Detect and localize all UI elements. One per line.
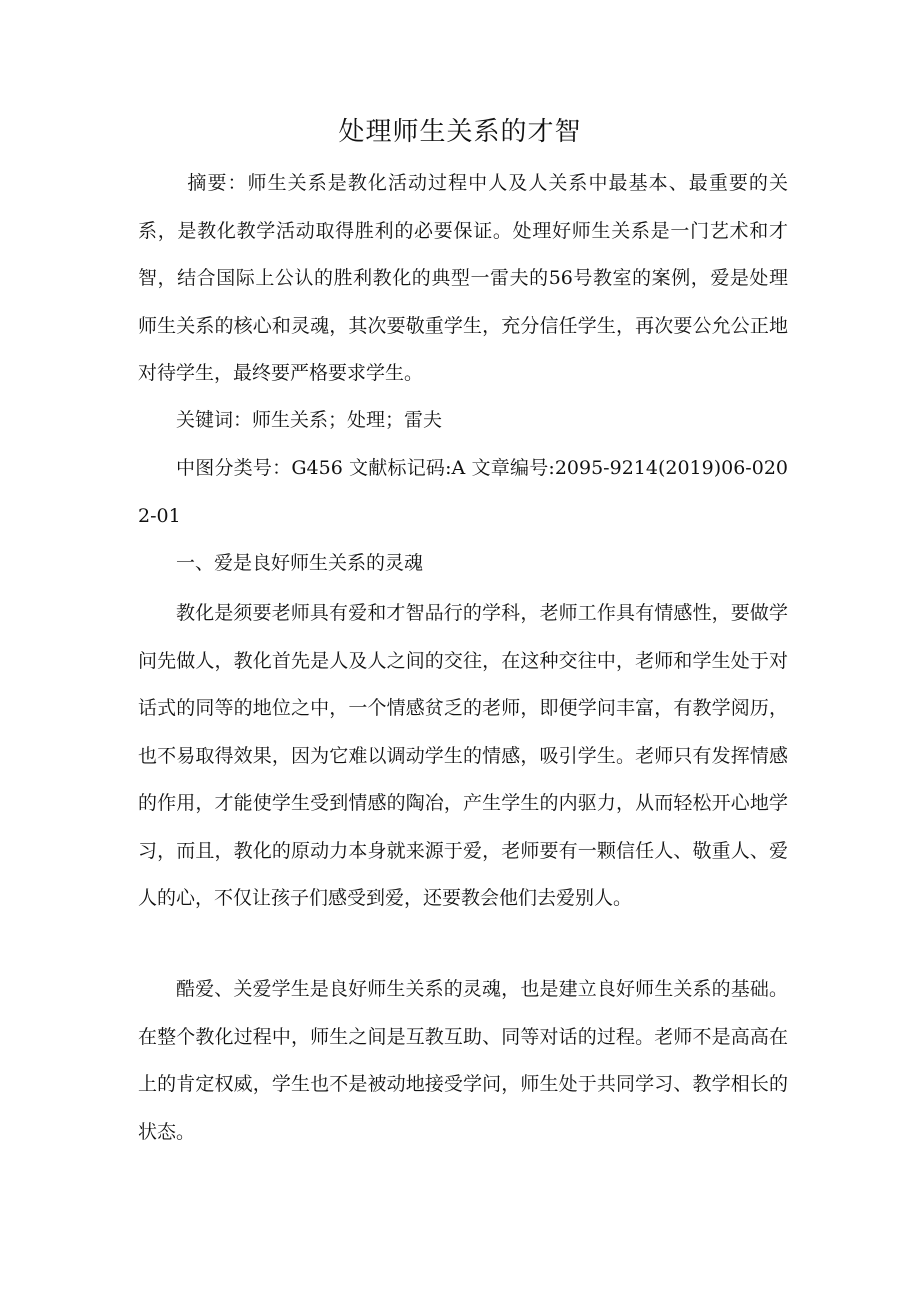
keywords-line: 关键词：师生关系；处理；雷夫 <box>176 409 443 431</box>
classification-line: 中图分类号：G456 文献标记码:A 文章编号:2095-9214(2019)06-0202-01 <box>138 457 788 527</box>
section-heading: 一、爱是良好师生关系的灵魂 <box>176 552 424 574</box>
body-paragraph: 酷爱、关爱学生是良好师生关系的灵魂，也是建立良好师生关系的基础。在整个教化过程中，师生之间是互教互助、同等对话的过程。老师不是高高在上的肯定权威，学生也不是被动地接受学问，师生处于共同学习、教学相长的状态。 <box>138 978 788 1143</box>
document-title: 处理师生关系的才智 <box>338 117 582 147</box>
abstract-paragraph: 摘要：师生关系是教化活动过程中人及人关系中最基本、最重要的关系，是教化教学活动取得胜利的必要保证。处理好师生关系是一门艺术和才智，结合国际上公认的胜利教化的典型一雷夫的56号教室的案例，爱是处理师生关系的核心和灵魂，其次要敬重学生，充分信任学生，再次要公允公正地对待学生，最终要严格要求学生。 <box>138 172 788 384</box>
body-paragraph: 教化是须要老师具有爱和才智品行的学科，老师工作具有情感性，要做学问先做人，教化首先是人及人之间的交往，在这种交往中，老师和学生处于对话式的同等的地位之中，一个情感贫乏的老师，即便学问丰富，有教学阅历，也不易取得效果，因为它难以调动学生的情感，吸引学生。老师只有发挥情感的作用，才能使学生受到情感的陶冶，产生学生的内驱力，从而轻松开心地学习，而且，教化的原动力本身就来源于爱，老师要有一颗信任人、敬重人、爱人的心，不仅让孩子们感受到爱，还要教会他们去爱别人。 <box>138 602 788 909</box>
